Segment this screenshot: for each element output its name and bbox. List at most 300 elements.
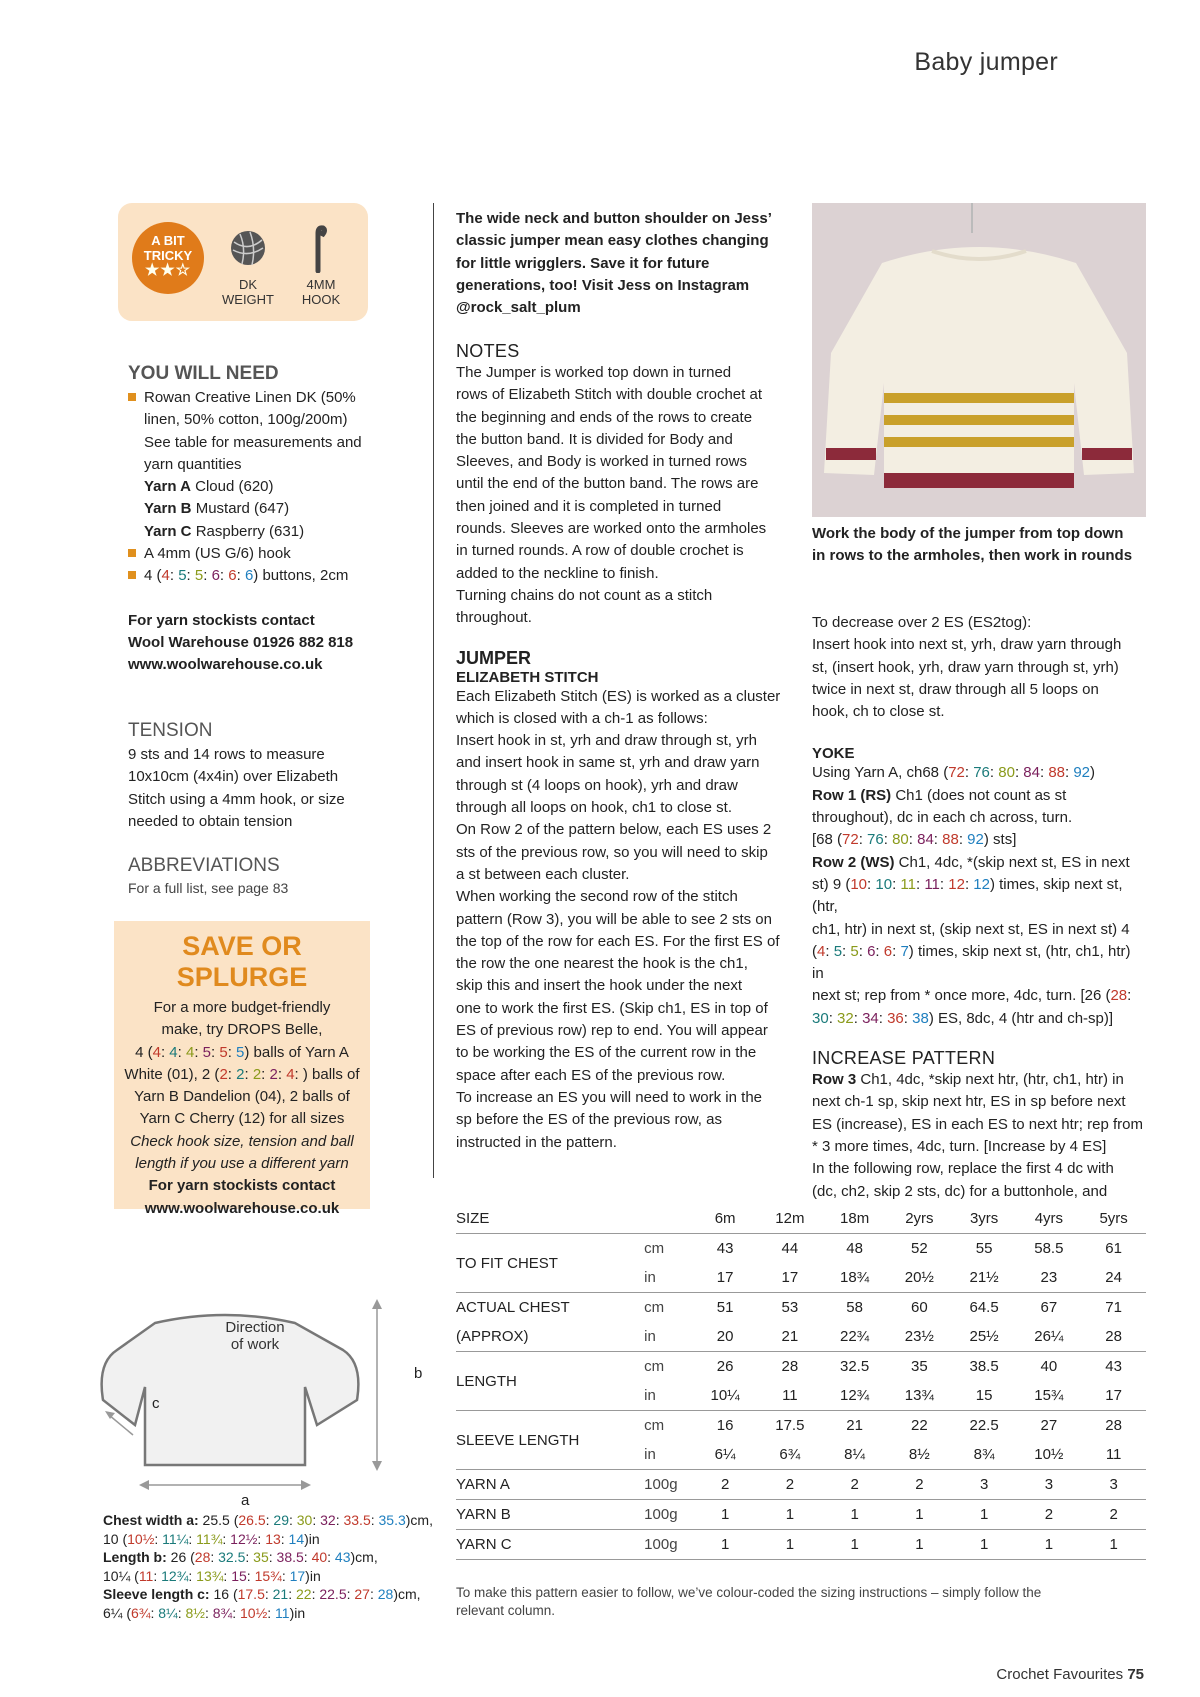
size-header-cell: 18m	[840, 1210, 870, 1227]
table-cell: 21	[822, 1411, 887, 1441]
unit-label: in	[644, 1328, 656, 1345]
jumper-line: to be working the ES of the current row in the	[456, 1044, 757, 1062]
decrease-line: st, (insert hook, yrh, draw yarn through st, yrh)	[812, 658, 1119, 676]
table-note-line: To make this pattern easier to follow, we’ve colour-coded the sizing instructions – simply follow the	[456, 1585, 1042, 1600]
table-cell: 3	[1016, 1470, 1081, 1500]
table-cell: 18¾	[840, 1269, 870, 1286]
size-header-cell: 3yrs	[969, 1210, 999, 1227]
measure-value: 43	[334, 1549, 351, 1565]
measure-value: 28	[194, 1549, 211, 1565]
sleeve-measurement: Sleeve length c: 16 (17.5: 21: 22: 22.5: 27: 28)cm,	[103, 1586, 421, 1602]
yarn-row-label: YARN C	[456, 1530, 644, 1560]
jumper-schematic-diagram	[95, 1295, 435, 1515]
table-cell: 12¾	[840, 1387, 870, 1404]
magazine-name: Crochet Favourites	[996, 1666, 1124, 1683]
yarn-ball-icon	[228, 228, 268, 268]
jumper-line: a st between each cluster.	[456, 865, 630, 883]
jumper-line: the top of the row for each ES. For the first ES of	[456, 932, 780, 950]
table-cell: 10¼	[710, 1387, 740, 1404]
table-row	[456, 1293, 1146, 1323]
yarn-desc-1: Rowan Creative Linen DK (50%	[128, 387, 428, 409]
measure-value: 8½	[185, 1604, 205, 1621]
intro-line: generations, too! Visit Jess on Instagram	[456, 276, 750, 294]
crochet-hook-icon	[308, 225, 332, 273]
length-measurement: Length b: 26 (28: 32.5: 35: 38.5: 40: 43)cm,	[103, 1549, 378, 1565]
measure-value: )in	[305, 1567, 321, 1584]
table-cell: 17	[716, 1269, 734, 1286]
jumper-line: sts of the previous row, so you will need to skip	[456, 843, 768, 861]
direction-label: of work	[230, 1336, 280, 1353]
measure-value: 25.5 (	[198, 1512, 239, 1528]
table-cell: 1	[952, 1500, 1017, 1530]
jumper-line: pattern (Row 3), you will be able to see 2 sts on	[456, 910, 772, 928]
table-cell: 52	[887, 1234, 952, 1264]
measure-value: 29	[273, 1512, 289, 1528]
jumper-line: ES of previous row) rep to end. You will appear	[456, 1022, 768, 1040]
yarn-row-unit: 100g	[644, 1470, 693, 1500]
yarn-b	[128, 498, 428, 520]
measure-value: 11	[138, 1567, 154, 1584]
jumper-line: When working the second row of the stitch	[456, 888, 738, 906]
notes-line: rounds. Sleeves are worked onto the armholes	[456, 520, 767, 538]
table-cell: 2	[1016, 1500, 1081, 1530]
table-cell: 1	[887, 1530, 952, 1560]
you-will-need-heading: YOU WILL NEED	[128, 363, 279, 384]
length-label: Length b:	[103, 1549, 167, 1565]
table-cell: 8½	[908, 1446, 930, 1463]
unit-label: in	[644, 1387, 656, 1404]
notes-line: the beginning and ends of the rows to create	[456, 408, 753, 426]
table-cell: 2	[822, 1470, 887, 1500]
abbreviations-text: For a full list, see page 83	[128, 880, 289, 896]
intro-line: The wide neck and button shoulder on Jess’	[456, 210, 772, 227]
label-c: c	[152, 1395, 160, 1412]
measure-value: 27	[354, 1586, 370, 1602]
table-cell: 35	[887, 1352, 952, 1382]
abbreviations-section	[128, 855, 428, 899]
measure-value: )cm,	[405, 1512, 433, 1528]
table-cell: 23	[1040, 1269, 1058, 1286]
table-cell: 60	[887, 1293, 952, 1323]
measure-value: 21	[272, 1586, 289, 1602]
notes-line: until the end of the button band. The rows are	[456, 475, 759, 493]
splurge-title: SAVE OR SPLURGE	[176, 931, 308, 992]
jumper-line: space after each ES of the previous row.	[456, 1066, 726, 1084]
table-cell: 15	[975, 1387, 993, 1404]
yarn-row-label: YARN B	[456, 1500, 644, 1530]
measure-value: )cm,	[393, 1586, 421, 1602]
yarn-c-value: Raspberry (631)	[191, 522, 305, 540]
page-footer	[996, 1666, 1144, 1683]
photo-caption	[812, 523, 1146, 568]
table-cell: 28	[1105, 1328, 1122, 1345]
yarn-row	[456, 1500, 1146, 1530]
table-cell: 27	[1016, 1411, 1081, 1441]
measure-value: 10½	[127, 1530, 155, 1547]
caption-line: Work the body of the jumper from top down	[812, 525, 1124, 542]
yarn-a	[128, 476, 428, 498]
measure-value: 30	[296, 1512, 313, 1528]
yarn-desc-4: yarn quantities	[144, 455, 242, 473]
table-cell: 1	[757, 1530, 822, 1560]
row-label: LENGTH	[456, 1352, 644, 1411]
hook-line2: HOOK	[301, 292, 341, 307]
table-cell: 3	[952, 1470, 1017, 1500]
table-cell: 48	[822, 1234, 887, 1264]
table-bottom-rule	[456, 1560, 1146, 1562]
jumper-line: instructed in the pattern.	[456, 1133, 617, 1151]
splurge-stockists: For yarn stockists contact	[148, 1177, 336, 1195]
notes-line: then joined and it is completed in turned	[456, 497, 722, 515]
measure-value: 13	[265, 1530, 281, 1547]
table-cell: 1	[822, 1530, 887, 1560]
table-cell: 71	[1081, 1293, 1146, 1323]
table-cell: 24	[1105, 1269, 1122, 1286]
difficulty-stars-icon: ★★☆	[144, 262, 192, 279]
notes-heading: NOTES	[456, 341, 520, 361]
column-divider	[433, 203, 434, 1178]
table-cell: 3	[1081, 1470, 1146, 1500]
decrease-instructions	[812, 612, 1146, 723]
decrease-line: hook, ch to close st.	[812, 703, 945, 721]
yarn-row	[456, 1470, 1146, 1500]
table-cell: 22.5	[952, 1411, 1017, 1441]
table-note-line: relevant column.	[456, 1603, 556, 1618]
length-measurement-in: 10¼ (11: 12¾: 13¾: 15: 15¾: 17)in	[103, 1567, 321, 1584]
measure-value: 15¾	[254, 1567, 282, 1584]
stockists-1: For yarn stockists contact	[128, 611, 315, 629]
measure-value: 14	[288, 1530, 305, 1547]
tension-section	[128, 720, 428, 833]
sleeve-label: Sleeve length c:	[103, 1586, 210, 1602]
notes-and-jumper-column	[456, 341, 791, 1154]
table-cell: 2	[693, 1470, 758, 1500]
measure-value: 26 (	[166, 1549, 195, 1565]
elizabeth-stitch-body	[456, 686, 791, 1154]
yarn-desc-2: linen, 50% cotton, 100g/200m)	[144, 411, 348, 429]
table-cell: 17	[781, 1269, 799, 1286]
weight-line1: DK	[238, 277, 258, 292]
table-cell: 53	[757, 1293, 822, 1323]
measure-value: 35	[253, 1549, 269, 1565]
table-row	[456, 1352, 1146, 1382]
table-cell: 2	[757, 1470, 822, 1500]
table-cell: 58	[822, 1293, 887, 1323]
measure-value: 12½	[230, 1530, 258, 1547]
jumper-line: Insert hook in st, yrh and draw through st, yrh	[456, 732, 757, 750]
measure-value: 13¾	[196, 1567, 224, 1584]
notes-line: rows of Elizabeth Stitch with double crochet at	[456, 386, 762, 404]
table-cell: 26	[693, 1352, 758, 1382]
table-row	[456, 1322, 1146, 1352]
page-title: Baby jumper	[914, 48, 1058, 76]
notes-line: in turned rounds. A row of double crochet is	[456, 542, 744, 560]
abbreviations-heading: ABBREVIATIONS	[128, 855, 280, 876]
table-cell: 28	[757, 1352, 822, 1382]
measure-value: 35.3	[378, 1512, 406, 1528]
measure-value: 15	[231, 1567, 247, 1584]
table-rule-cell	[456, 1560, 1146, 1562]
unit-label: cm	[644, 1411, 693, 1441]
table-cell: 13¾	[904, 1387, 934, 1404]
table-cell: 21½	[969, 1269, 999, 1286]
measure-value: 11¼	[162, 1530, 189, 1547]
table-cell: 22	[887, 1411, 952, 1441]
pattern-right-column	[812, 612, 1146, 1203]
notes-body	[456, 362, 791, 630]
measure-value: 28	[377, 1586, 394, 1602]
table-cell: 1	[1016, 1530, 1081, 1560]
jumper-line: Each Elizabeth Stitch (ES) is worked as a cluster	[456, 687, 781, 705]
size-header-cell: 12m	[775, 1210, 805, 1227]
table-cell: 28	[1081, 1411, 1146, 1441]
yoke-body: Using Yarn A, ch68 (72: 76: 80: 84: 88: 92) Row 1 (RS) Ch1 (does not count as st throughout), dc in each ch across, turn. [68 (72: 76: 80: 84: 88: 92) sts] Row 2 (WS) Ch1, 4dc, *(skip next st, ES in next st) 9 (10: 10: 11: 11: 12: 12) times, skip next st, (htr, ch1, htr) in next st, (skip next st, ES in next st) 4 (4: 5: 5: 6: 6: 7) times, skip next st, (htr, ch1, htr) in next st; rep from * once more, 4dc, turn. [26 (28: 30: 32: 34: 36: 38) ES, 8dc, 4 (htr and ch-sp)]	[812, 764, 1132, 1027]
size-header-cell: 2yrs	[905, 1210, 934, 1227]
measure-value: 11¾	[196, 1530, 223, 1547]
decrease-line: twice in next st, draw through all 5 loops on	[812, 680, 1099, 698]
table-row	[456, 1234, 1146, 1264]
size-table	[456, 1204, 1146, 1561]
tension-line: 9 sts and 14 rows to measure	[128, 746, 325, 763]
measure-value: 32.5	[218, 1549, 246, 1565]
measure-value: 8¼	[158, 1604, 178, 1621]
table-cell: 1	[887, 1500, 952, 1530]
row-label: TO FIT CHEST	[456, 1234, 644, 1293]
tension-line: 10x10cm (4x4in) over Elizabeth	[128, 768, 339, 786]
splurge-line: make, try DROPS Belle,	[161, 1021, 323, 1039]
table-cell: 1	[757, 1500, 822, 1530]
table-row	[456, 1411, 1146, 1441]
table-cell: 2	[887, 1470, 952, 1500]
splurge-line: For a more budget-friendly	[153, 999, 331, 1016]
save-or-splurge-box	[114, 921, 370, 1217]
unit-label: in	[644, 1446, 656, 1463]
label-a: a	[241, 1492, 250, 1509]
hook-label	[296, 277, 346, 307]
yarn-row-unit: 100g	[644, 1530, 693, 1560]
table-cell: 6¾	[779, 1446, 801, 1463]
hook-item: A 4mm (US G/6) hook	[128, 543, 428, 565]
measure-value: 38.5	[276, 1549, 304, 1565]
row-label: ACTUAL CHEST	[456, 1293, 644, 1323]
yarn-c-label: Yarn C	[144, 522, 192, 540]
buttons-item: 4 (4: 5: 5: 6: 6: 6) buttons, 2cm	[128, 565, 428, 587]
measure-value: 6¾	[131, 1604, 151, 1621]
table-spacer	[644, 1204, 693, 1234]
increase-pattern-heading: INCREASE PATTERN	[812, 1048, 996, 1069]
table-cell: 21	[781, 1328, 799, 1345]
table-cell: 44	[757, 1234, 822, 1264]
splurge-italic: length if you use a different yarn	[135, 1155, 349, 1173]
table-cell: 10½	[1034, 1446, 1064, 1463]
table-cell: 1	[693, 1530, 758, 1560]
jumper-line: To increase an ES you will need to work in the	[456, 1088, 762, 1106]
table-cell: 38.5	[952, 1352, 1017, 1382]
table-cell: 2	[1081, 1500, 1146, 1530]
tension-heading: TENSION	[128, 720, 213, 741]
measure-value: 10½	[240, 1604, 268, 1621]
size-header-cell: 6m	[714, 1210, 736, 1227]
jumper-line: the row the one nearest the hook is the ch1,	[456, 955, 748, 973]
notes-line: added to the neckline to finish.	[456, 564, 659, 582]
size-header-label: SIZE	[456, 1210, 490, 1227]
measure-value: 26.5	[238, 1512, 266, 1528]
splurge-balls-line: 4 (4: 4: 4: 5: 5: 5) balls of Yarn A	[135, 1043, 349, 1061]
table-header-row	[456, 1204, 1146, 1234]
measure-value: 8¾	[212, 1604, 233, 1621]
table-cell: 11	[1105, 1446, 1122, 1463]
table-cell: 67	[1016, 1293, 1081, 1323]
weight-label	[218, 277, 278, 307]
jumper-line: sp before the ES of the previous row, as	[456, 1111, 722, 1129]
table-cell: 40	[1016, 1352, 1081, 1382]
decrease-line: To decrease over 2 ES (ES2tog):	[812, 614, 1032, 631]
measure-value: 33.5	[343, 1512, 371, 1528]
notes-line: Turning chains do not count as a stitch	[456, 586, 713, 604]
measure-value: 10¼ (	[103, 1567, 139, 1584]
table-cell: 25½	[969, 1328, 999, 1345]
measure-value: )in	[304, 1530, 320, 1547]
table-cell: 1	[822, 1500, 887, 1530]
jumper-line: On Row 2 of the pattern below, each ES uses 2	[456, 821, 772, 839]
tension-line: needed to obtain tension	[128, 812, 293, 830]
stockists-2: Wool Warehouse 01926 882 818	[128, 633, 354, 651]
measure-value: )in	[289, 1604, 306, 1621]
measure-value: 12¾	[161, 1567, 189, 1584]
table-cell: 8¾	[973, 1446, 995, 1463]
table-cell: 20½	[904, 1269, 934, 1286]
direction-label: Direction	[225, 1319, 285, 1336]
table-cell: 58.5	[1016, 1234, 1081, 1264]
stockists-link[interactable]: www.woolwarehouse.co.uk	[128, 656, 323, 674]
yarn-row-label: YARN A	[456, 1470, 644, 1500]
table-cell: 64.5	[952, 1293, 1017, 1323]
unit-label: cm	[644, 1293, 693, 1323]
sleeve-measurement-in: 6¼ (6¾: 8¼: 8½: 8¾: 10½: 11)in	[103, 1604, 306, 1621]
you-will-need-section	[128, 363, 428, 677]
yarn-c	[128, 521, 428, 543]
table-note	[456, 1584, 1096, 1620]
difficulty-line2: TRICKY	[143, 248, 193, 263]
table-cell: 17.5	[757, 1411, 822, 1441]
caption-line: in rows to the armholes, then work in rounds	[812, 547, 1133, 565]
yarn-row-unit: 100g	[644, 1500, 693, 1530]
yarn-b-value: Mustard (647)	[191, 500, 290, 518]
table-cell: 43	[1081, 1352, 1146, 1382]
tension-line: Stitch using a 4mm hook, or size	[128, 790, 345, 808]
unit-label: cm	[644, 1234, 693, 1264]
yarn-a-value: Cloud (620)	[190, 478, 274, 496]
table-cell: 8¼	[844, 1446, 866, 1463]
measure-value: 32	[320, 1512, 336, 1528]
table-cell: 6¼	[714, 1446, 736, 1463]
measure-value: )cm,	[350, 1549, 378, 1565]
table-cell: 32.5	[822, 1352, 887, 1382]
notes-line: The Jumper is worked top down in turned	[456, 364, 732, 381]
table-cell: 1	[952, 1530, 1017, 1560]
table-cell: 26¼	[1034, 1328, 1064, 1345]
table-cell: 1	[1081, 1530, 1146, 1560]
chest-measurement-in: 10 (10½: 11¼: 11¾: 12½: 13: 14)in	[103, 1530, 320, 1547]
table-cell: 43	[693, 1234, 758, 1264]
unit-label: cm	[644, 1352, 693, 1382]
chest-measurement: Chest width a: 25.5 (26.5: 29: 30: 32: 33.5: 35.3)cm,	[103, 1512, 433, 1528]
jumper-line: one to work the first ES. (Skip ch1, ES in top of	[456, 999, 768, 1017]
measure-value: 17	[289, 1567, 306, 1584]
measure-value: 6¼ (	[103, 1604, 132, 1621]
crochet-jumper-photo	[812, 203, 1146, 517]
difficulty-badge	[132, 222, 204, 294]
size-header-cell: 4yrs	[1034, 1210, 1064, 1227]
table-cell: 15¾	[1034, 1387, 1064, 1404]
intro-line: classic jumper mean easy clothes changing	[456, 232, 769, 250]
measure-value: 10 (	[103, 1530, 128, 1547]
chest-label: Chest width a:	[103, 1512, 199, 1528]
intro-line: for little wrigglers. Save it for future	[456, 254, 710, 272]
jumper-line: through st (4 loops on hook), yrh and draw	[456, 776, 738, 794]
weight-line2: WEIGHT	[222, 292, 274, 307]
splurge-italic: Check hook size, tension and ball	[130, 1132, 354, 1150]
yoke-heading: YOKE	[812, 745, 855, 763]
jumper-line: which is closed with a ch-1 as follows:	[456, 709, 708, 727]
row-label: SLEEVE LENGTH	[456, 1411, 644, 1470]
splurge-white-line: White (01), 2 (2: 2: 2: 2: 4: ) balls of	[124, 1065, 360, 1083]
intro-text	[456, 208, 791, 319]
table-cell: 51	[693, 1293, 758, 1323]
table-cell: 17	[1105, 1387, 1122, 1404]
jumper-line: skip this and insert the hook under the next	[456, 977, 743, 995]
label-b: b	[414, 1365, 423, 1382]
measurements-list	[103, 1511, 433, 1622]
jumper-heading: JUMPER	[456, 647, 532, 668]
yarn-desc-3: See table for measurements and	[144, 433, 362, 451]
size-header-cell: 5yrs	[1099, 1210, 1128, 1227]
yarn-b-label: Yarn B	[144, 500, 192, 518]
increase-pattern-body: Row 3 Ch1, 4dc, *skip next htr, (htr, ch1, htr) in next ch-1 sp, skip next htr, ES in sp before next ES (increase), ES in each ES to next htr; rep from * 3 more times, 4dc, turn. [Increase by 4 ES] In the following row, replace the first 4 dc with (dc, ch2, skip 2 sts, dc) for a buttonhole, and	[812, 1071, 1143, 1200]
unit-label: in	[644, 1269, 656, 1286]
measure-value: 22	[296, 1586, 312, 1602]
measure-value: 11	[275, 1604, 290, 1621]
elizabeth-stitch-heading: ELIZABETH STITCH	[456, 668, 599, 686]
measure-value: 16 (	[209, 1586, 238, 1602]
difficulty-line1: A BIT	[151, 233, 185, 248]
jumper-line: through all loops on hook, ch1 to close st.	[456, 799, 733, 817]
measure-value: 22.5	[319, 1586, 347, 1602]
splurge-stockists-link[interactable]: www.woolwarehouse.co.uk	[144, 1199, 340, 1217]
yarn-row	[456, 1530, 1146, 1560]
measure-value: 40	[311, 1549, 328, 1565]
notes-line: the button band. It is divided for Body and	[456, 430, 733, 448]
table-cell: 20	[716, 1328, 734, 1345]
measure-value: 17.5	[237, 1586, 265, 1602]
jumper-line: and insert hook in same st, yrh and draw yarn	[456, 754, 760, 772]
splurge-line: Yarn C Cherry (12) for all sizes	[139, 1110, 345, 1128]
row-label: (APPROX)	[456, 1328, 529, 1345]
table-cell: 22¾	[840, 1328, 870, 1345]
table-cell: 1	[693, 1500, 758, 1530]
table-cell: 11	[782, 1387, 798, 1404]
yarn-a-label: Yarn A	[144, 478, 191, 496]
page-number: 75	[1127, 1666, 1144, 1683]
table-cell: 61	[1081, 1234, 1146, 1264]
notes-line: throughout.	[456, 609, 532, 627]
table-cell: 16	[693, 1411, 758, 1441]
hook-line1: 4MM	[306, 277, 336, 292]
splurge-line: Yarn B Dandelion (04), 2 balls of	[134, 1088, 350, 1106]
decrease-line: Insert hook into next st, yrh, draw yarn through	[812, 636, 1122, 654]
table-cell: 55	[952, 1234, 1017, 1264]
instagram-handle[interactable]: @rock_salt_plum	[456, 299, 581, 317]
